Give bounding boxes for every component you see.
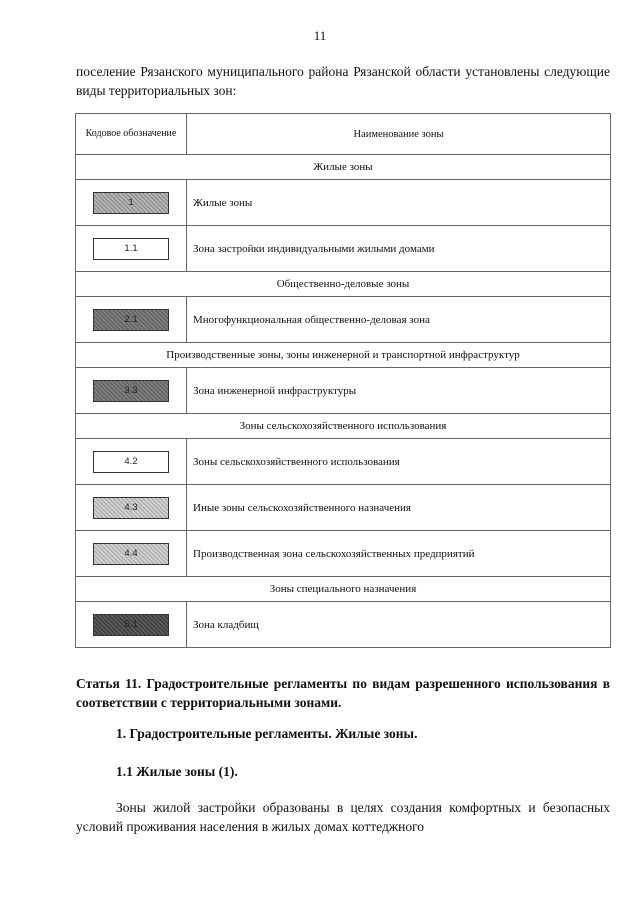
zone-name: Иные зоны сельскохозяйственного назначения bbox=[187, 485, 611, 531]
zone-row bbox=[76, 531, 611, 577]
zone-code-cell bbox=[76, 485, 187, 531]
header-code: Кодовое обозначение bbox=[76, 114, 187, 155]
zone-code-cell bbox=[76, 180, 187, 226]
header-name: Наименование зоны bbox=[187, 114, 611, 155]
zone-code-cell bbox=[76, 531, 187, 577]
zone-code-cell bbox=[76, 602, 187, 648]
zone-row bbox=[76, 180, 611, 226]
zones-table bbox=[75, 113, 611, 648]
zone-code-cell bbox=[76, 439, 187, 485]
group-row bbox=[76, 272, 611, 297]
zone-name: Многофункциональная общественно-деловая зона bbox=[187, 297, 611, 343]
zone-row bbox=[76, 226, 611, 272]
group-row bbox=[76, 155, 611, 180]
intro-paragraph: поселение Рязанского муниципального района Рязанской области установлены следующие виды территориальных зон: bbox=[76, 64, 610, 98]
group-row bbox=[76, 343, 611, 368]
group-title: Общественно-деловые зоны bbox=[76, 272, 611, 297]
zone-swatch: 1 bbox=[93, 192, 169, 214]
article-heading: Статья 11. Градостроительные регламенты по видам разрешенного использования в соответствии с территориальными зонами. bbox=[76, 676, 610, 710]
zone-code-cell bbox=[76, 368, 187, 414]
table-header-row bbox=[76, 114, 611, 155]
zone-code-cell bbox=[76, 297, 187, 343]
zone-name: Жилые зоны bbox=[187, 180, 611, 226]
zone-name: Зоны сельскохозяйственного использования bbox=[187, 439, 611, 485]
group-title: Производственные зоны, зоны инженерной и транспортной инфраструктур bbox=[76, 343, 611, 368]
group-title: Зоны сельскохозяйственного использования bbox=[76, 414, 611, 439]
group-row bbox=[76, 577, 611, 602]
group-row bbox=[76, 414, 611, 439]
zone-swatch: 3.3 bbox=[93, 380, 169, 402]
zone-swatch: 1.1 bbox=[93, 238, 169, 260]
zone-row bbox=[76, 485, 611, 531]
zone-row bbox=[76, 297, 611, 343]
page-number: 11 bbox=[313, 28, 327, 43]
group-title: Зоны специального назначения bbox=[76, 577, 611, 602]
section-heading: 1. Градостроительные регламенты. Жилые зоны. bbox=[116, 726, 418, 741]
body-paragraph: Зоны жилой застройки образованы в целях создания комфортных и безопасных условий проживания населения в жилых домах коттеджного bbox=[76, 800, 610, 834]
zone-swatch: 4.3 bbox=[93, 497, 169, 519]
zone-swatch: 5.1 bbox=[93, 614, 169, 636]
zone-row bbox=[76, 439, 611, 485]
zone-name: Зона кладбищ bbox=[187, 602, 611, 648]
zone-name: Зона инженерной инфраструктуры bbox=[187, 368, 611, 414]
zone-swatch: 4.2 bbox=[93, 451, 169, 473]
zone-swatch: 2.1 bbox=[93, 309, 169, 331]
zone-name: Производственная зона сельскохозяйственных предприятий bbox=[187, 531, 611, 577]
zone-row bbox=[76, 368, 611, 414]
group-title: Жилые зоны bbox=[76, 155, 611, 180]
zone-code-cell bbox=[76, 226, 187, 272]
zone-name: Зона застройки индивидуальными жилыми домами bbox=[187, 226, 611, 272]
zone-swatch: 4.4 bbox=[93, 543, 169, 565]
subsection-heading: 1.1 Жилые зоны (1). bbox=[116, 764, 238, 779]
zone-row bbox=[76, 602, 611, 648]
